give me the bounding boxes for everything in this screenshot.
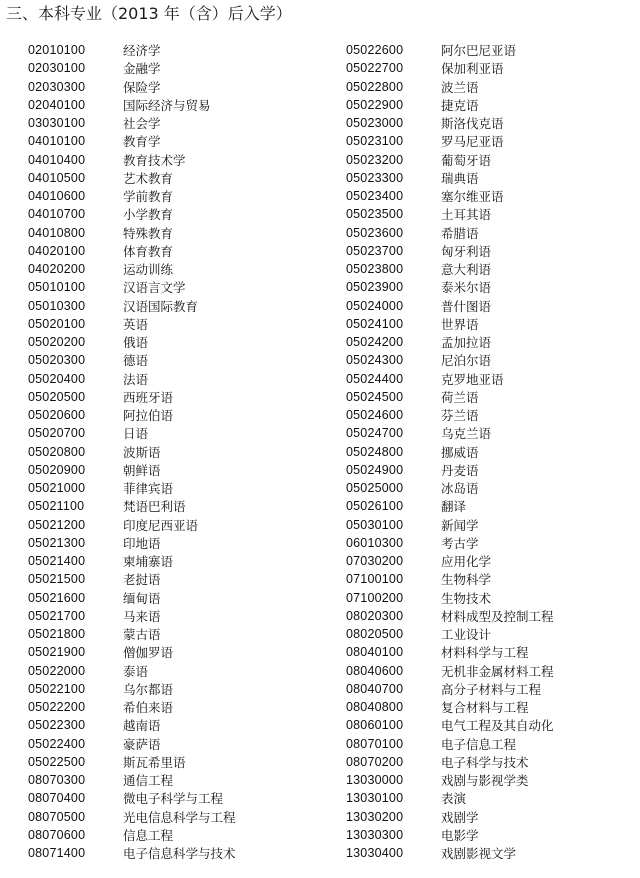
major-row — [346, 406, 554, 424]
major-code: 05020600 — [28, 408, 86, 423]
major-name: 芬兰语 — [441, 408, 479, 424]
major-code: 05010300 — [28, 298, 86, 313]
major-code: 05025000 — [346, 481, 404, 496]
major-name: 电子科学与技术 — [441, 754, 529, 770]
major-code: 05021900 — [28, 645, 86, 660]
major-row — [28, 187, 236, 205]
major-row — [28, 59, 236, 77]
major-row — [28, 224, 236, 242]
major-row — [346, 680, 554, 698]
major-row — [346, 187, 554, 205]
major-code: 04010400 — [28, 152, 86, 167]
major-row — [28, 370, 236, 388]
major-code: 05021300 — [28, 535, 86, 550]
major-name: 材料成型及控制工程 — [441, 608, 554, 624]
major-name: 葡萄牙语 — [441, 152, 492, 168]
major-code: 05022300 — [28, 718, 86, 733]
major-code: 04020100 — [28, 243, 86, 258]
major-row — [346, 315, 554, 333]
major-row — [346, 589, 554, 607]
major-code: 08070500 — [28, 809, 86, 824]
major-name: 小学教育 — [123, 207, 174, 223]
major-row — [28, 516, 236, 534]
major-code: 13030300 — [346, 827, 404, 842]
major-row — [346, 662, 554, 680]
major-code: 04010700 — [28, 207, 86, 222]
major-row — [28, 443, 236, 461]
major-code: 04010500 — [28, 170, 86, 185]
major-name: 电气工程及其自动化 — [441, 718, 554, 734]
major-name: 乌尔都语 — [123, 681, 174, 697]
major-code: 05022900 — [346, 97, 404, 112]
major-row — [346, 516, 554, 534]
major-row — [346, 151, 554, 169]
major-code: 05024500 — [346, 389, 404, 404]
major-name: 孟加拉语 — [441, 335, 492, 351]
major-row — [346, 497, 554, 515]
major-row — [346, 625, 554, 643]
major-row — [28, 771, 236, 789]
major-row — [346, 388, 554, 406]
major-name: 阿拉伯语 — [123, 408, 174, 424]
major-code: 05026100 — [346, 499, 404, 514]
major-code: 08040700 — [346, 681, 404, 696]
major-row — [346, 698, 554, 716]
major-name: 土耳其语 — [441, 207, 492, 223]
major-row — [28, 607, 236, 625]
major-row — [28, 132, 236, 150]
major-row — [28, 826, 236, 844]
major-name: 冰岛语 — [441, 481, 479, 497]
major-name: 塞尔维亚语 — [441, 189, 504, 205]
major-code: 04010600 — [28, 189, 86, 204]
major-code: 07100200 — [346, 590, 404, 605]
major-code: 03030100 — [28, 116, 86, 131]
major-code: 02030300 — [28, 79, 86, 94]
major-code: 04010800 — [28, 225, 86, 240]
major-row — [346, 169, 554, 187]
major-name: 经济学 — [123, 43, 161, 59]
major-row — [28, 643, 236, 661]
major-name: 印地语 — [123, 535, 161, 551]
major-row — [28, 169, 236, 187]
major-name: 豪萨语 — [123, 736, 161, 752]
major-code: 05024900 — [346, 462, 404, 477]
major-code: 05021500 — [28, 572, 86, 587]
major-name: 学前教育 — [123, 189, 174, 205]
major-name: 艺术教育 — [123, 170, 174, 186]
major-code: 02040100 — [28, 97, 86, 112]
major-row — [28, 716, 236, 734]
major-code: 08040600 — [346, 663, 404, 678]
major-row — [346, 260, 554, 278]
major-code: 08020500 — [346, 627, 404, 642]
major-code: 05023900 — [346, 280, 404, 295]
major-code: 05020400 — [28, 371, 86, 386]
major-name: 希腊语 — [441, 225, 479, 241]
major-row — [346, 789, 554, 807]
major-row — [28, 789, 236, 807]
major-row — [346, 643, 554, 661]
major-code: 08070300 — [28, 773, 86, 788]
major-row — [346, 242, 554, 260]
major-row — [346, 808, 554, 826]
major-code: 05020200 — [28, 335, 86, 350]
major-row — [346, 96, 554, 114]
major-row — [28, 351, 236, 369]
major-row — [346, 552, 554, 570]
major-code: 05023300 — [346, 170, 404, 185]
major-code: 08070400 — [28, 791, 86, 806]
major-code: 05021200 — [28, 517, 86, 532]
major-code: 05023400 — [346, 189, 404, 204]
major-code: 02010100 — [28, 43, 86, 58]
major-row — [28, 315, 236, 333]
major-code: 07100100 — [346, 572, 404, 587]
major-row — [28, 242, 236, 260]
major-name: 世界语 — [441, 316, 479, 332]
major-row — [28, 552, 236, 570]
major-code: 05021000 — [28, 481, 86, 496]
major-list-right-column — [346, 41, 554, 862]
major-code: 13030400 — [346, 846, 404, 861]
major-code: 05023000 — [346, 116, 404, 131]
major-code: 08070100 — [346, 736, 404, 751]
major-code: 05022100 — [28, 681, 86, 696]
major-row — [346, 114, 554, 132]
major-row — [28, 479, 236, 497]
major-code: 05020500 — [28, 389, 86, 404]
major-code: 05022600 — [346, 43, 404, 58]
major-row — [28, 205, 236, 223]
major-name: 尼泊尔语 — [441, 353, 492, 369]
major-code: 05024200 — [346, 335, 404, 350]
major-row — [28, 844, 236, 862]
major-name: 生物科学 — [441, 572, 492, 588]
major-code: 08060100 — [346, 718, 404, 733]
major-name: 斯洛伐克语 — [441, 116, 504, 132]
major-name: 挪威语 — [441, 444, 479, 460]
major-name: 光电信息科学与工程 — [123, 809, 236, 825]
major-name: 老挝语 — [123, 572, 161, 588]
major-name: 生物技术 — [441, 590, 492, 606]
major-name: 意大利语 — [441, 262, 492, 278]
major-code: 05024600 — [346, 408, 404, 423]
major-code: 05021600 — [28, 590, 86, 605]
major-code: 05024000 — [346, 298, 404, 313]
major-name: 电子信息科学与技术 — [123, 846, 236, 862]
major-code: 05023800 — [346, 262, 404, 277]
major-name: 朝鲜语 — [123, 462, 161, 478]
major-name: 泰米尔语 — [441, 280, 492, 296]
major-code: 05024400 — [346, 371, 404, 386]
major-name: 乌克兰语 — [441, 426, 492, 442]
major-name: 日语 — [123, 426, 149, 442]
major-code: 13030000 — [346, 773, 404, 788]
major-row — [28, 41, 236, 59]
major-row — [28, 260, 236, 278]
major-name: 通信工程 — [123, 773, 174, 789]
major-name: 普什图语 — [441, 298, 492, 314]
major-row — [28, 570, 236, 588]
major-code: 05023600 — [346, 225, 404, 240]
major-row — [28, 406, 236, 424]
major-row — [346, 753, 554, 771]
major-name: 戏剧影视文学 — [441, 846, 517, 862]
major-row — [346, 370, 554, 388]
major-code: 05021800 — [28, 627, 86, 642]
major-code: 05030100 — [346, 517, 404, 532]
major-row — [28, 297, 236, 315]
major-name: 信息工程 — [123, 827, 174, 843]
major-name: 柬埔寨语 — [123, 554, 174, 570]
major-name: 教育学 — [123, 134, 161, 150]
major-name: 汉语国际教育 — [123, 298, 199, 314]
major-row — [28, 808, 236, 826]
major-name: 材料科学与工程 — [441, 645, 529, 661]
major-code: 04020200 — [28, 262, 86, 277]
major-row — [346, 443, 554, 461]
major-row — [346, 534, 554, 552]
major-name: 匈牙利语 — [441, 243, 492, 259]
major-code: 07030200 — [346, 554, 404, 569]
major-name: 阿尔巴尼亚语 — [441, 43, 517, 59]
major-name: 国际经济与贸易 — [123, 97, 211, 113]
major-code: 08020300 — [346, 608, 404, 623]
major-name: 运动训练 — [123, 262, 174, 278]
major-code: 05022700 — [346, 61, 404, 76]
major-name: 俄语 — [123, 335, 149, 351]
major-name: 教育技术学 — [123, 152, 186, 168]
major-name: 波斯语 — [123, 444, 161, 460]
major-row — [346, 132, 554, 150]
major-name: 法语 — [123, 371, 149, 387]
major-code: 08070200 — [346, 754, 404, 769]
major-code: 05022800 — [346, 79, 404, 94]
major-row — [28, 625, 236, 643]
major-code: 05022000 — [28, 663, 86, 678]
major-row — [346, 351, 554, 369]
major-name: 西班牙语 — [123, 389, 174, 405]
major-code: 08040100 — [346, 645, 404, 660]
major-name: 泰语 — [123, 663, 149, 679]
major-name: 德语 — [123, 353, 149, 369]
major-row — [346, 333, 554, 351]
major-code: 04010100 — [28, 134, 86, 149]
major-name: 蒙古语 — [123, 627, 161, 643]
major-row — [28, 735, 236, 753]
major-name: 应用化学 — [441, 554, 492, 570]
major-code: 05023500 — [346, 207, 404, 222]
major-name: 体育教育 — [123, 243, 174, 259]
major-code: 05020700 — [28, 426, 86, 441]
major-code: 05024300 — [346, 353, 404, 368]
major-row — [28, 680, 236, 698]
major-row — [346, 78, 554, 96]
major-name: 金融学 — [123, 61, 161, 77]
major-row — [28, 698, 236, 716]
major-name: 表演 — [441, 791, 467, 807]
major-code: 02030100 — [28, 61, 86, 76]
major-code: 05024700 — [346, 426, 404, 441]
major-name: 克罗地亚语 — [441, 371, 504, 387]
major-name: 捷克语 — [441, 97, 479, 113]
major-code: 05021100 — [28, 499, 85, 514]
major-name: 瑞典语 — [441, 170, 479, 186]
major-row — [346, 278, 554, 296]
major-name: 特殊教育 — [123, 225, 174, 241]
major-row — [346, 570, 554, 588]
major-name: 复合材料与工程 — [441, 700, 529, 716]
major-row — [28, 333, 236, 351]
major-name: 缅甸语 — [123, 590, 161, 606]
major-row — [28, 662, 236, 680]
major-code: 06010300 — [346, 535, 404, 550]
major-row — [346, 844, 554, 862]
major-row — [346, 224, 554, 242]
major-name: 翻译 — [441, 499, 467, 515]
major-row — [346, 607, 554, 625]
major-name: 戏剧与影视学类 — [441, 773, 529, 789]
major-row — [28, 497, 236, 515]
major-row — [28, 278, 236, 296]
major-name: 高分子材料与工程 — [441, 681, 542, 697]
major-name: 无机非金属材料工程 — [441, 663, 554, 679]
major-code: 13030100 — [346, 791, 404, 806]
major-code: 05024100 — [346, 316, 404, 331]
major-code: 05020800 — [28, 444, 86, 459]
major-code: 05023100 — [346, 134, 404, 149]
major-name: 电子信息工程 — [441, 736, 517, 752]
major-name: 希伯来语 — [123, 700, 174, 716]
major-name: 印度尼西亚语 — [123, 517, 199, 533]
major-row — [28, 151, 236, 169]
major-row — [346, 41, 554, 59]
major-code: 08071400 — [28, 846, 86, 861]
major-name: 微电子科学与工程 — [123, 791, 224, 807]
major-code: 05022500 — [28, 754, 86, 769]
major-name: 汉语言文学 — [123, 280, 186, 296]
major-code: 05020300 — [28, 353, 86, 368]
major-code: 05021400 — [28, 554, 86, 569]
major-row — [28, 424, 236, 442]
major-name: 保险学 — [123, 79, 161, 95]
major-row — [346, 826, 554, 844]
major-list-left-column — [28, 41, 236, 862]
major-row — [346, 297, 554, 315]
major-row — [346, 59, 554, 77]
major-code: 08040800 — [346, 700, 404, 715]
major-code: 13030200 — [346, 809, 404, 824]
major-code: 05021700 — [28, 608, 86, 623]
major-row — [28, 114, 236, 132]
major-code: 05010100 — [28, 280, 86, 295]
major-row — [346, 716, 554, 734]
major-row — [28, 589, 236, 607]
major-row — [28, 461, 236, 479]
major-name: 僧伽罗语 — [123, 645, 174, 661]
major-code: 08070600 — [28, 827, 86, 842]
major-row — [346, 735, 554, 753]
major-name: 戏剧学 — [441, 809, 479, 825]
major-name: 波兰语 — [441, 79, 479, 95]
major-name: 电影学 — [441, 827, 479, 843]
major-name: 新闻学 — [441, 517, 479, 533]
major-code: 05024800 — [346, 444, 404, 459]
major-name: 社会学 — [123, 116, 161, 132]
major-name: 越南语 — [123, 718, 161, 734]
major-row — [346, 771, 554, 789]
major-name: 英语 — [123, 316, 149, 332]
major-name: 工业设计 — [441, 627, 492, 643]
major-row — [346, 424, 554, 442]
page-title: 三、本科专业（2013 年（含）后入学） — [6, 4, 292, 23]
major-code: 05020900 — [28, 462, 86, 477]
major-code: 05022200 — [28, 700, 86, 715]
major-row — [28, 78, 236, 96]
major-row — [346, 461, 554, 479]
major-code: 05022400 — [28, 736, 86, 751]
major-code: 05023700 — [346, 243, 404, 258]
major-code: 05020100 — [28, 316, 86, 331]
major-name: 考古学 — [441, 535, 479, 551]
major-name: 菲律宾语 — [123, 481, 174, 497]
major-name: 保加利亚语 — [441, 61, 504, 77]
major-row — [28, 534, 236, 552]
major-code: 05023200 — [346, 152, 404, 167]
major-name: 斯瓦希里语 — [123, 754, 186, 770]
major-row — [28, 753, 236, 771]
major-name: 罗马尼亚语 — [441, 134, 504, 150]
major-name: 丹麦语 — [441, 462, 479, 478]
major-row — [28, 388, 236, 406]
major-row — [346, 479, 554, 497]
major-name: 荷兰语 — [441, 389, 479, 405]
major-row — [346, 205, 554, 223]
major-name: 马来语 — [123, 608, 161, 624]
major-name: 梵语巴利语 — [123, 499, 186, 515]
major-row — [28, 96, 236, 114]
